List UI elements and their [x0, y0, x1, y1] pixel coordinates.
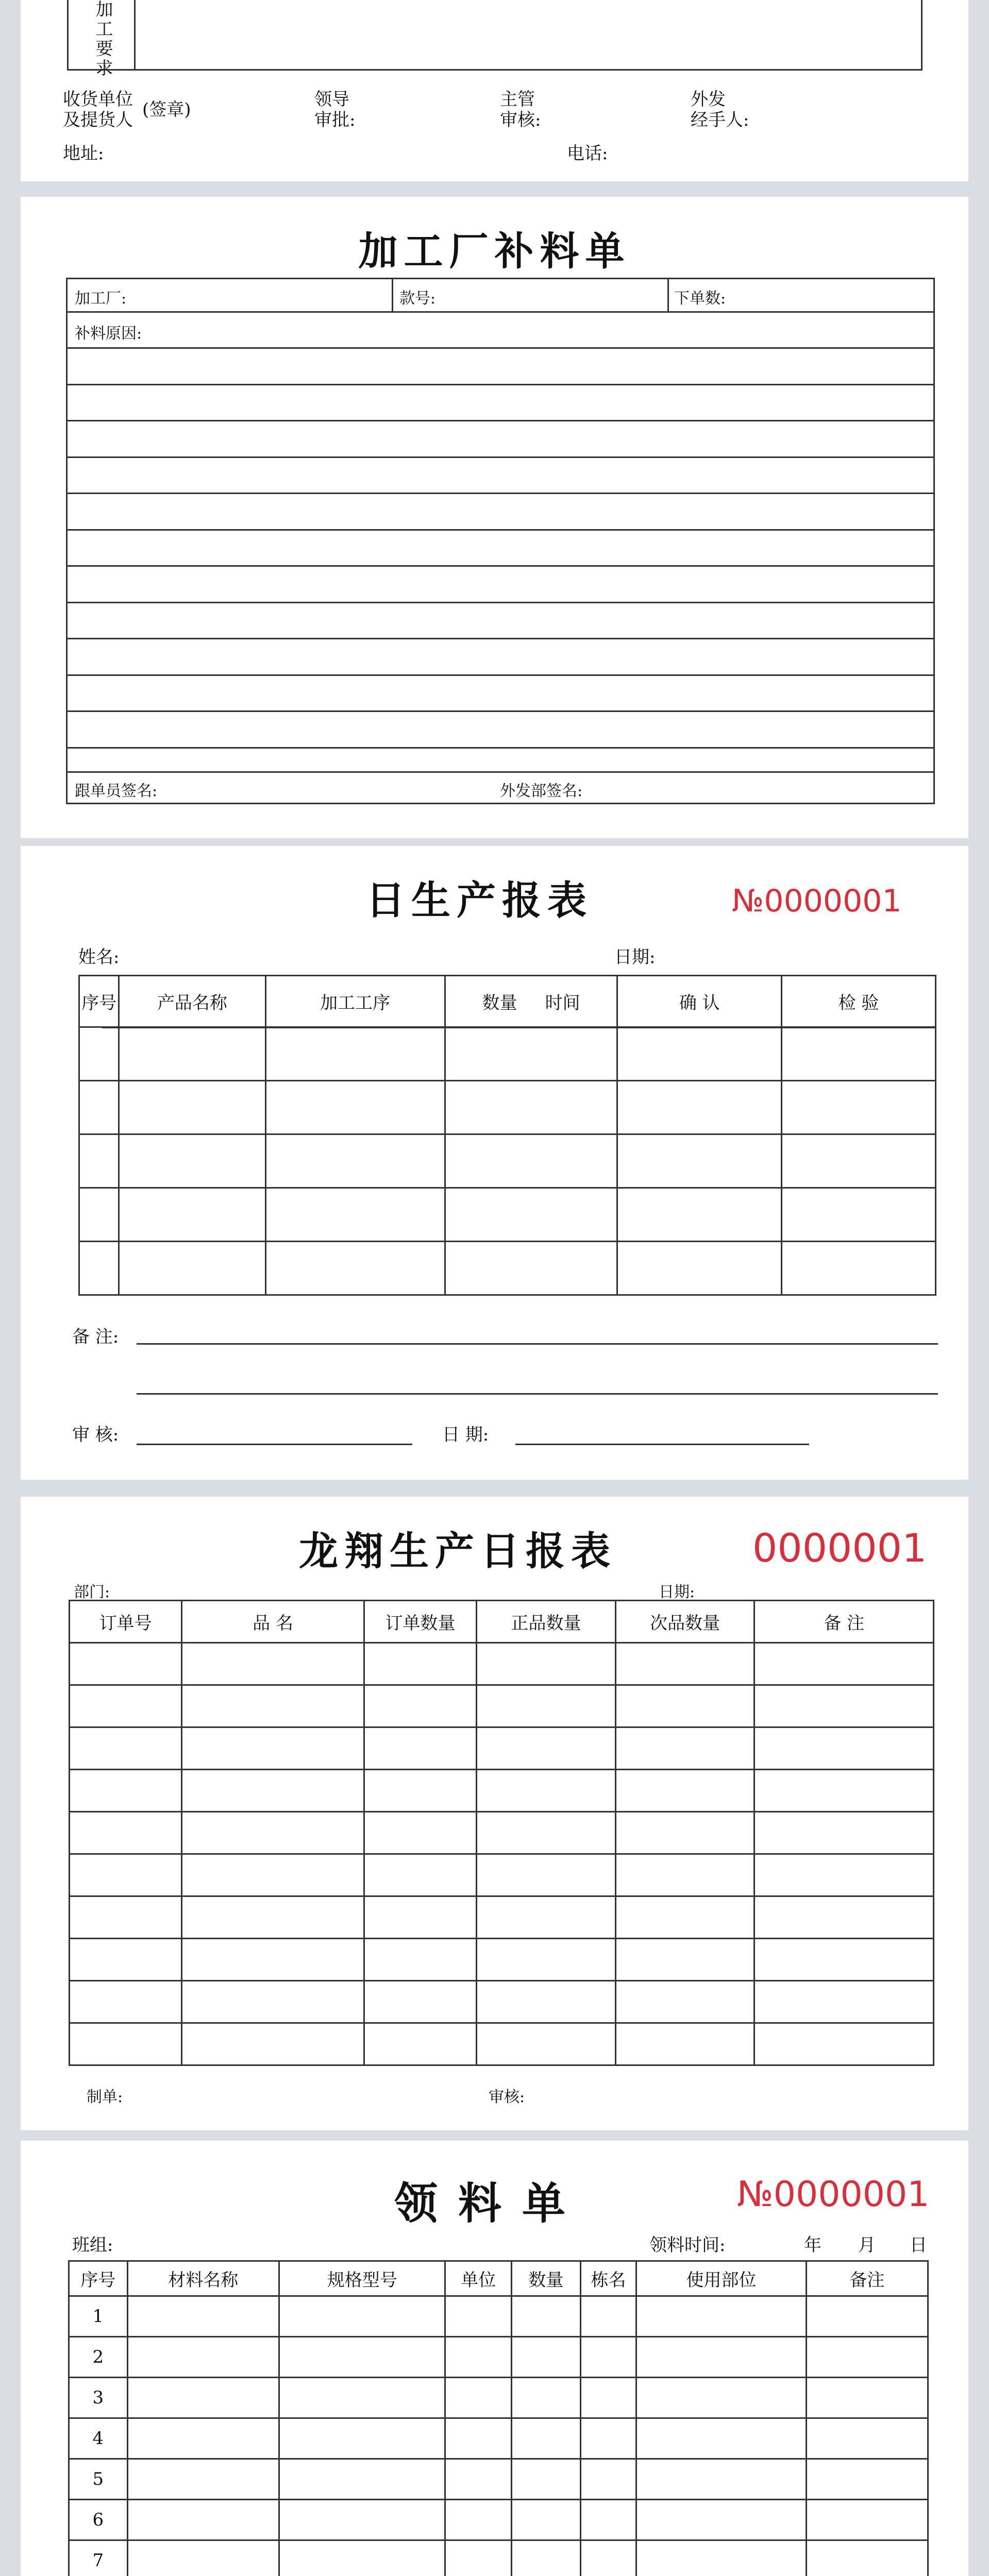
order-qty-label: 下单数: — [674, 290, 726, 308]
requisition-table — [68, 2260, 929, 2576]
table-row — [70, 1685, 934, 1727]
table-row — [70, 1939, 934, 1981]
signer-label: 及提货人 — [63, 110, 133, 130]
supervisor-label: 主管 — [500, 89, 535, 110]
requisition-time-label: 领料时间: — [649, 2235, 726, 2256]
table-row: 6 — [69, 2500, 928, 2540]
serial-number: №0000001 — [732, 883, 902, 919]
processing-requirement-box — [67, 0, 923, 71]
remark-label: 备 注: — [72, 1327, 119, 1347]
dept-sign-label: 外发部签名: — [500, 782, 583, 800]
table-row — [70, 1643, 934, 1685]
col-order-qty: 订单数量 — [364, 1601, 476, 1643]
serial-number: 0000001 — [752, 1525, 927, 1571]
receiver-label: 收货单位 — [63, 89, 133, 110]
col-order-no: 订单号 — [70, 1601, 182, 1643]
table-row — [70, 1727, 934, 1770]
team-label: 班组: — [72, 2235, 113, 2256]
style-no-label: 款号: — [399, 290, 436, 308]
leader-label: 领导 — [314, 89, 349, 110]
table-row: 5 — [69, 2459, 928, 2500]
table-row — [70, 1770, 934, 1812]
col-qty-time: 数量 时间 — [445, 976, 617, 1027]
col-spec: 规格型号 — [279, 2261, 445, 2296]
col-qty: 数量 — [512, 2261, 581, 2296]
dept-label: 部门: — [74, 1583, 110, 1601]
col-material-name: 材料名称 — [127, 2261, 279, 2296]
outsource-label: 外发 — [691, 89, 726, 110]
col-process: 加工工序 — [265, 976, 445, 1027]
col-seq: 序号 — [79, 976, 119, 1027]
form-longxiang-daily — [21, 1497, 968, 2130]
daily-report-table — [69, 1600, 934, 2066]
col-seq: 序号 — [69, 2261, 128, 2296]
address-label: 地址: — [63, 143, 104, 164]
processing-requirement-label: 加工要求 — [92, 0, 113, 78]
col-remark: 备 注 — [755, 1601, 934, 1643]
date2-label: 日 期: — [442, 1425, 489, 1445]
col-inspect: 检 验 — [782, 976, 936, 1027]
review-label: 审核: — [489, 2088, 525, 2106]
table-row — [79, 1134, 936, 1188]
table-row — [70, 1896, 934, 1939]
review-label: 审 核: — [72, 1425, 119, 1445]
table-row: 7 — [69, 2540, 928, 2576]
table-row — [70, 2023, 934, 2065]
form-daily-production — [21, 846, 968, 1480]
production-table — [78, 975, 936, 1296]
form-supplement-material — [21, 197, 968, 838]
sign-stamp-label: (签章) — [142, 99, 191, 120]
table-row — [79, 1242, 936, 1295]
name-label: 姓名: — [78, 947, 120, 968]
form-title: 日生产报表 — [366, 877, 593, 923]
table-row — [70, 1812, 934, 1854]
table-row — [70, 1981, 934, 2023]
form-material-requisition — [21, 2141, 968, 2576]
col-remark: 备注 — [806, 2261, 928, 2296]
leader-approve-label: 审批: — [314, 110, 356, 130]
col-usage: 使用部位 — [636, 2261, 807, 2296]
col-building: 栋名 — [580, 2261, 636, 2296]
table-row — [70, 1854, 934, 1896]
col-product: 品 名 — [182, 1601, 364, 1643]
table-row — [79, 1188, 936, 1242]
form-outsource-processing — [21, 0, 968, 181]
day-label: 日 — [910, 2235, 927, 2256]
col-good-qty: 正品数量 — [477, 1601, 616, 1643]
supervisor-review-label: 审核: — [500, 110, 541, 130]
form-title: 龙翔生产日报表 — [299, 1528, 616, 1574]
factory-label: 加工厂: — [75, 290, 127, 308]
col-confirm: 确 认 — [617, 976, 782, 1027]
table-row: 3 — [69, 2378, 928, 2418]
col-defect-qty: 次品数量 — [615, 1601, 755, 1643]
outsource-handler-label: 经手人: — [691, 110, 749, 130]
date-label: 日期: — [614, 947, 656, 968]
date-label: 日期: — [659, 1583, 695, 1601]
year-label: 年 — [804, 2235, 822, 2256]
supplement-grid — [66, 278, 935, 804]
table-row: 4 — [69, 2418, 928, 2459]
table-row — [79, 1027, 936, 1081]
col-product: 产品名称 — [119, 976, 265, 1027]
table-row — [79, 1081, 936, 1134]
phone-label: 电话: — [567, 143, 608, 164]
table-row: 2 — [69, 2337, 928, 2378]
form-title: 领料单 — [394, 2178, 586, 2229]
reason-label: 补料原因: — [75, 325, 142, 343]
maker-label: 制单: — [87, 2088, 123, 2106]
follower-sign-label: 跟单员签名: — [75, 782, 158, 800]
serial-number: №0000001 — [737, 2174, 930, 2215]
table-row: 1 — [69, 2296, 928, 2337]
form-title: 加工厂补料单 — [358, 228, 631, 274]
month-label: 月 — [858, 2235, 876, 2256]
col-unit: 单位 — [445, 2261, 512, 2296]
